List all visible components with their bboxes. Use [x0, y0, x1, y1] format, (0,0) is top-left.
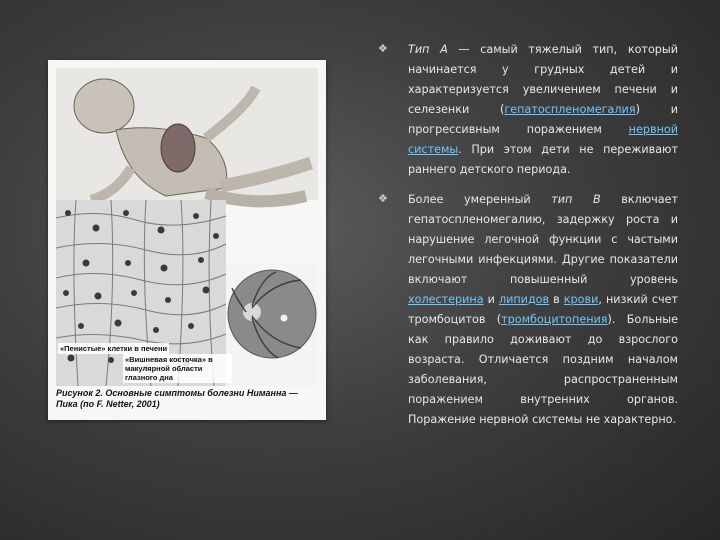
text-run: , низкий счет тромбоцитов ( [408, 293, 678, 326]
bullet-icon: ❖ [378, 42, 388, 55]
bullet-type-b [378, 190, 678, 430]
term-link[interactable]: тромбоцитопения [501, 313, 608, 326]
text-run: включает гепатоспленомегалию, задержку роста и нарушение легочной функции с частыми легочными инфекциями. Другие показатели включают повышенный уровень [408, 193, 678, 286]
figure-illustration [56, 68, 318, 386]
term-link[interactable]: гепатоспленомегалия [504, 103, 636, 116]
text-run: в [549, 293, 564, 306]
text-run: ). Больные как правило доживают до взрослого возраста. Отличается поздним началом заболевания, распространенным поражением внутренних органов. Поражение нервной системы не характерно. [408, 313, 678, 426]
text-column [378, 40, 678, 440]
term-link[interactable]: нервной системы [408, 123, 678, 156]
paragraph-type-b [408, 190, 678, 430]
term-link[interactable]: липидов [498, 293, 550, 306]
cherry-red-spot [281, 315, 288, 322]
cherry-spot-label: «Вишневая косточка» в макулярной области глазного дна [123, 354, 232, 383]
fundus-panel [226, 264, 318, 386]
type-label: тип В [551, 193, 601, 206]
term-link[interactable]: крови [563, 293, 599, 306]
bullet-icon: ❖ [378, 192, 388, 205]
text-run: ) и прогрессивным поражением [408, 103, 678, 136]
foam-cells-label: «Пенистые» клетки в печени [60, 344, 168, 353]
paragraph-type-a [408, 40, 678, 180]
figure-caption: Рисунок 2. Основные симптомы болезни Ниманна — Пика (по F. Netter, 2001) [56, 388, 298, 409]
text-run: — самый тяжелый тип, который начинается у грудных детей и характеризуется увеличением печени и селезенки ( [408, 43, 678, 116]
term-link[interactable]: холестерина [408, 293, 484, 306]
type-label: Тип А [408, 43, 448, 56]
enlarged-liver [161, 124, 195, 172]
bullet-type-a [378, 40, 678, 180]
text-run: Более умеренный [408, 193, 552, 206]
disease-figure [48, 60, 326, 420]
text-run: . При этом дети не переживают раннего детского периода. [408, 143, 678, 176]
text-run: и [483, 293, 499, 306]
